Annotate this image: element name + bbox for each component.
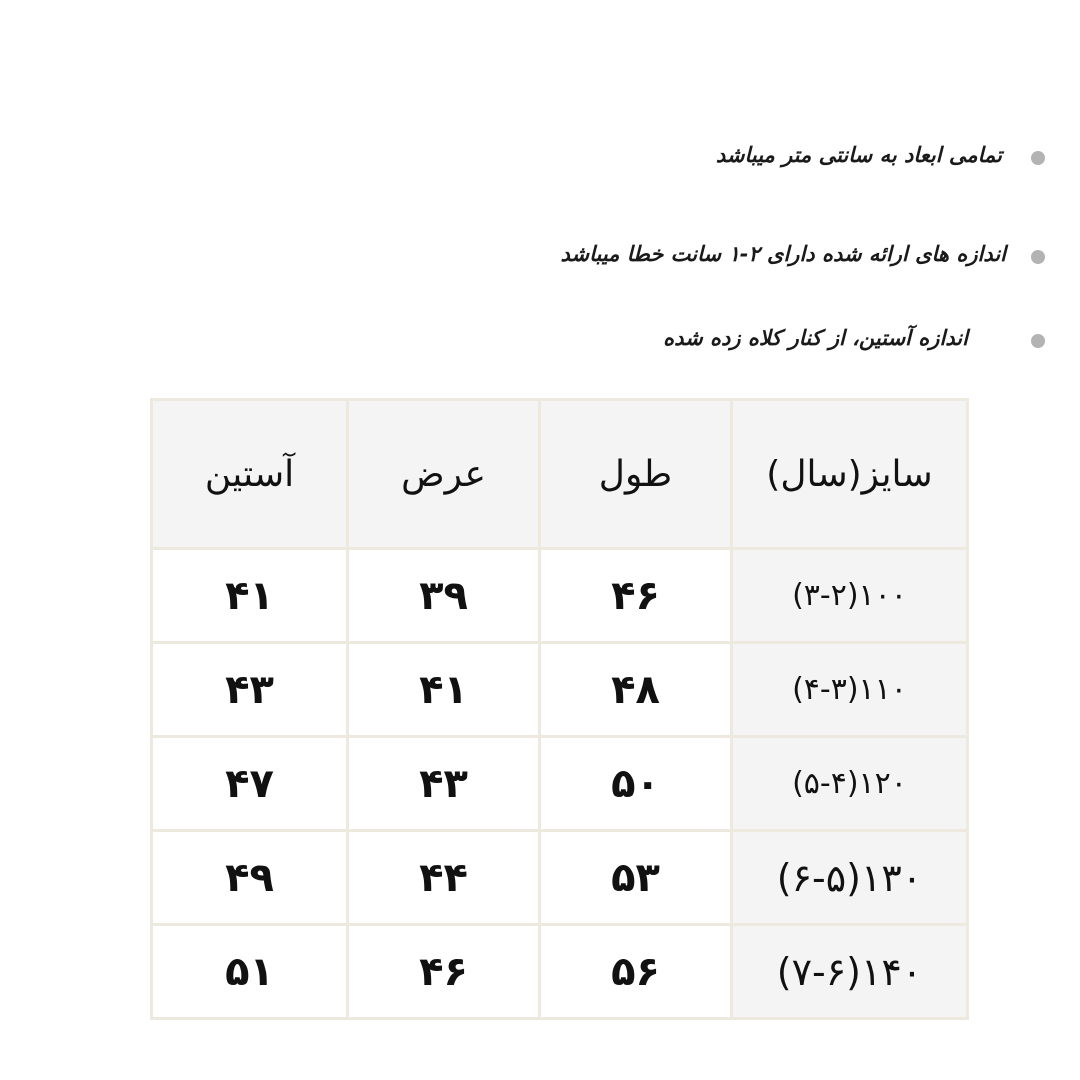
table-row <box>152 831 968 925</box>
size-cell: (۷-۶)۱۴۰ <box>732 925 968 1019</box>
bullet-icon <box>1031 250 1045 264</box>
note-dimensions-unit: تمامی ابعاد به سانتی متر میباشد <box>715 143 1002 167</box>
note-measurement-tolerance: اندازه های ارائه شده دارای ۲-۱ سانت خطا میباشد <box>560 242 1006 266</box>
width-cell: ۴۶ <box>348 925 540 1019</box>
width-cell: ۴۱ <box>348 643 540 737</box>
size-cell: (۴-۳)۱۱۰ <box>732 643 968 737</box>
table-row <box>152 737 968 831</box>
header-sleeve: آستین <box>152 400 348 549</box>
sleeve-cell: ۴۷ <box>152 737 348 831</box>
header-width: عرض <box>348 400 540 549</box>
table-header-row <box>152 400 968 549</box>
sleeve-cell: ۴۹ <box>152 831 348 925</box>
header-length: طول <box>540 400 732 549</box>
length-cell: ۵۶ <box>540 925 732 1019</box>
size-chart-table <box>150 398 969 1020</box>
width-cell: ۴۳ <box>348 737 540 831</box>
note-sleeve-measurement: اندازه آستین، از کنار کلاه زده شده <box>663 326 968 350</box>
size-cell: (۵-۴)۱۲۰ <box>732 737 968 831</box>
length-cell: ۴۶ <box>540 549 732 643</box>
table-row <box>152 643 968 737</box>
sleeve-cell: ۵۱ <box>152 925 348 1019</box>
table-row <box>152 549 968 643</box>
length-cell: ۴۸ <box>540 643 732 737</box>
size-cell: (۳-۲)۱۰۰ <box>732 549 968 643</box>
header-size: سایز(سال) <box>732 400 968 549</box>
table-row <box>152 925 968 1019</box>
width-cell: ۴۴ <box>348 831 540 925</box>
bullet-icon <box>1031 334 1045 348</box>
sleeve-cell: ۴۱ <box>152 549 348 643</box>
length-cell: ۵۳ <box>540 831 732 925</box>
sleeve-cell: ۴۳ <box>152 643 348 737</box>
length-cell: ۵۰ <box>540 737 732 831</box>
size-cell: (۶-۵)۱۳۰ <box>732 831 968 925</box>
bullet-icon <box>1031 151 1045 165</box>
width-cell: ۳۹ <box>348 549 540 643</box>
